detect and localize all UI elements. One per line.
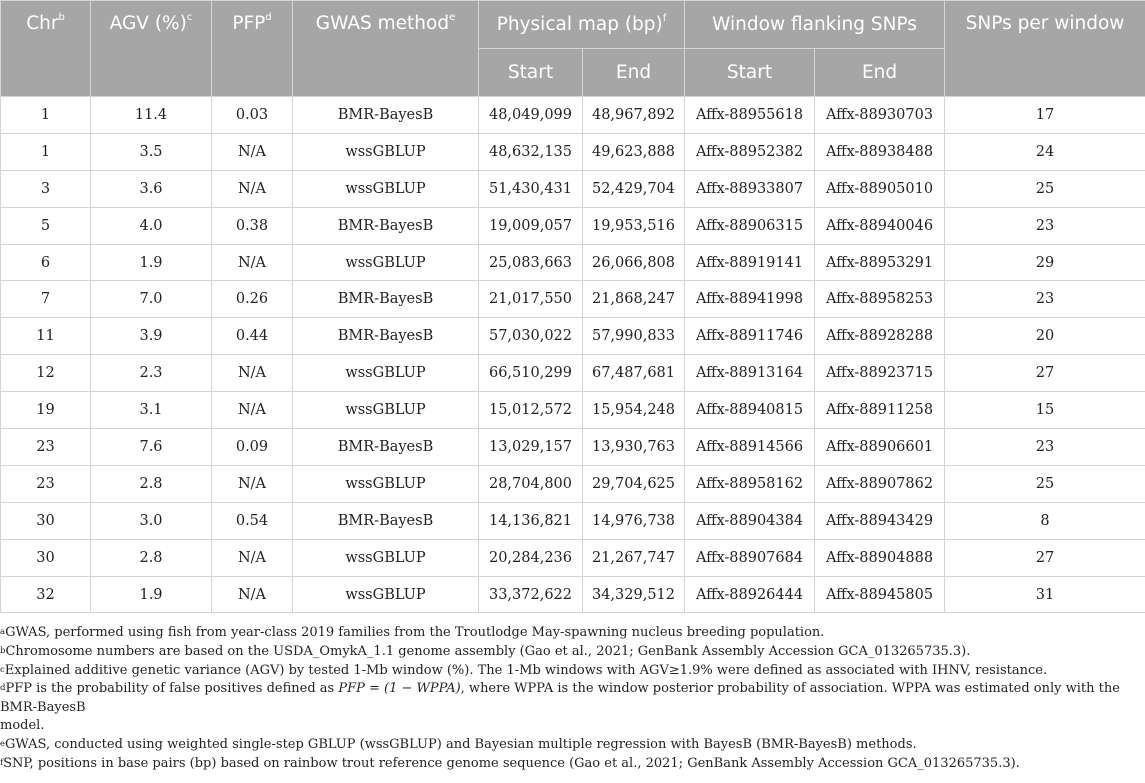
chr-cell: 23 [1, 429, 91, 466]
agv-cell: 2.8 [91, 539, 212, 576]
footnote-d-continued: model. [0, 718, 45, 734]
chr-cell: 1 [1, 97, 91, 134]
header-physical-map: Physical map (bp)$^f$ [479, 1, 685, 49]
footnote-c: $^c$Explained additive genetic variance (AGV) by tested 1-Mb window (%). The 1-Mb windows with AGV≥1.9% were defined as associated with IHNV, resistance. [0, 662, 1048, 678]
pfp-cell: N/A [212, 133, 293, 170]
physical-end-cell: 14,976,738 [583, 502, 685, 539]
physical-end-cell: 49,623,888 [583, 133, 685, 170]
header-gwas-method: GWAS method$^e$ [293, 1, 479, 97]
agv-cell: 7.6 [91, 429, 212, 466]
agv-cell: 3.5 [91, 133, 212, 170]
chr-cell: 11 [1, 318, 91, 355]
snps-per-window-cell: 27 [945, 355, 1145, 392]
footnote-d: $^d$PFP is the probability of false positives defined as PFP = (1 − WPPA), where WPPA is the window posterior probability of association. WPPA was estimated only with the BMR-BayesB [0, 681, 1120, 715]
agv-cell: 3.6 [91, 170, 212, 207]
table-row [1, 97, 1145, 134]
physical-start-cell: 14,136,821 [479, 502, 583, 539]
snps-per-window-cell: 23 [945, 281, 1145, 318]
snps-per-window-cell: 27 [945, 539, 1145, 576]
window-end-snp-cell: Affx-88907862 [815, 465, 945, 502]
window-end-snp-cell: Affx-88923715 [815, 355, 945, 392]
agv-cell: 11.4 [91, 97, 212, 134]
window-end-snp-cell: Affx-88930703 [815, 97, 945, 134]
window-start-snp-cell: Affx-88955618 [685, 97, 815, 134]
gwas-method-cell: BMR-BayesB [293, 318, 479, 355]
physical-end-cell: 15,954,248 [583, 392, 685, 429]
physical-end-cell: 57,990,833 [583, 318, 685, 355]
physical-end-cell: 29,704,625 [583, 465, 685, 502]
window-end-snp-cell: Affx-88945805 [815, 576, 945, 613]
pfp-cell: N/A [212, 170, 293, 207]
agv-cell: 4.0 [91, 207, 212, 244]
chr-cell: 32 [1, 576, 91, 613]
snps-per-window-cell: 15 [945, 392, 1145, 429]
window-end-snp-cell: Affx-88938488 [815, 133, 945, 170]
gwas-method-cell: BMR-BayesB [293, 97, 479, 134]
agv-cell: 3.0 [91, 502, 212, 539]
header-window-flanking-snps: Window flanking SNPs [685, 1, 945, 49]
agv-cell: 7.0 [91, 281, 212, 318]
gwas-method-cell: wssGBLUP [293, 392, 479, 429]
header-snps-per-window: SNPs per window [945, 1, 1145, 97]
gwas-method-cell: wssGBLUP [293, 133, 479, 170]
pfp-cell: N/A [212, 355, 293, 392]
snps-per-window-cell: 23 [945, 207, 1145, 244]
agv-cell: 1.9 [91, 244, 212, 281]
header-window-start: Start [685, 49, 815, 97]
gwas-method-cell: wssGBLUP [293, 244, 479, 281]
table-row [1, 170, 1145, 207]
table-row [1, 355, 1145, 392]
table-row [1, 502, 1145, 539]
window-end-snp-cell: Affx-88906601 [815, 429, 945, 466]
physical-end-cell: 67,487,681 [583, 355, 685, 392]
physical-end-cell: 21,868,247 [583, 281, 685, 318]
chr-cell: 7 [1, 281, 91, 318]
physical-end-cell: 52,429,704 [583, 170, 685, 207]
snps-per-window-cell: 23 [945, 429, 1145, 466]
table-row [1, 281, 1145, 318]
table-row [1, 318, 1145, 355]
physical-start-cell: 13,029,157 [479, 429, 583, 466]
physical-start-cell: 25,083,663 [479, 244, 583, 281]
snps-per-window-cell: 25 [945, 465, 1145, 502]
window-end-snp-cell: Affx-88905010 [815, 170, 945, 207]
table-body [1, 97, 1145, 613]
agv-cell: 2.3 [91, 355, 212, 392]
pfp-cell: N/A [212, 244, 293, 281]
table-row [1, 133, 1145, 170]
table-row [1, 576, 1145, 613]
snps-per-window-cell: 25 [945, 170, 1145, 207]
agv-cell: 2.8 [91, 465, 212, 502]
pfp-cell: N/A [212, 465, 293, 502]
gwas-method-cell: BMR-BayesB [293, 207, 479, 244]
pfp-formula: PFP = (1 − WPPA) [338, 681, 461, 697]
physical-start-cell: 57,030,022 [479, 318, 583, 355]
window-end-snp-cell: Affx-88904888 [815, 539, 945, 576]
gwas-method-cell: wssGBLUP [293, 539, 479, 576]
window-end-snp-cell: Affx-88940046 [815, 207, 945, 244]
window-end-snp-cell: Affx-88953291 [815, 244, 945, 281]
physical-start-cell: 20,284,236 [479, 539, 583, 576]
window-end-snp-cell: Affx-88943429 [815, 502, 945, 539]
table-footnotes [0, 613, 1145, 773]
window-start-snp-cell: Affx-88958162 [685, 465, 815, 502]
chr-cell: 5 [1, 207, 91, 244]
window-start-snp-cell: Affx-88933807 [685, 170, 815, 207]
snps-per-window-cell: 24 [945, 133, 1145, 170]
table-row [1, 429, 1145, 466]
physical-start-cell: 51,430,431 [479, 170, 583, 207]
gwas-method-cell: BMR-BayesB [293, 429, 479, 466]
pfp-cell: 0.09 [212, 429, 293, 466]
table-row [1, 207, 1145, 244]
table-row [1, 244, 1145, 281]
physical-end-cell: 34,329,512 [583, 576, 685, 613]
chr-cell: 30 [1, 539, 91, 576]
pfp-cell: N/A [212, 539, 293, 576]
physical-end-cell: 26,066,808 [583, 244, 685, 281]
physical-end-cell: 13,930,763 [583, 429, 685, 466]
chr-cell: 30 [1, 502, 91, 539]
footnote-b: $^b$Chromosome numbers are based on the USDA_OmykA_1.1 genome assembly (Gao et al., 2021; GenBank Assembly Accession GCA_013265735.3). [0, 644, 971, 660]
physical-start-cell: 21,017,550 [479, 281, 583, 318]
physical-end-cell: 21,267,747 [583, 539, 685, 576]
agv-cell: 1.9 [91, 576, 212, 613]
snps-per-window-cell: 20 [945, 318, 1145, 355]
agv-cell: 3.9 [91, 318, 212, 355]
window-start-snp-cell: Affx-88904384 [685, 502, 815, 539]
physical-start-cell: 48,632,135 [479, 133, 583, 170]
pfp-cell: 0.26 [212, 281, 293, 318]
pfp-cell: 0.03 [212, 97, 293, 134]
snps-per-window-cell: 8 [945, 502, 1145, 539]
gwas-method-cell: wssGBLUP [293, 576, 479, 613]
chr-cell: 12 [1, 355, 91, 392]
physical-start-cell: 48,049,099 [479, 97, 583, 134]
table-header [1, 1, 1145, 97]
physical-start-cell: 19,009,057 [479, 207, 583, 244]
chr-cell: 19 [1, 392, 91, 429]
window-start-snp-cell: Affx-88941998 [685, 281, 815, 318]
header-physical-start: Start [479, 49, 583, 97]
window-start-snp-cell: Affx-88919141 [685, 244, 815, 281]
footnote-f: $^f$SNP, positions in base pairs (bp) based on rainbow trout reference genome sequence (Gao et al., 2021; GenBank Assembly Accession GCA_013265735.3). [0, 755, 1020, 771]
physical-start-cell: 33,372,622 [479, 576, 583, 613]
chr-cell: 23 [1, 465, 91, 502]
header-chr: Chr$^b$ [1, 1, 91, 97]
table-row [1, 539, 1145, 576]
snps-per-window-cell: 29 [945, 244, 1145, 281]
gwas-method-cell: wssGBLUP [293, 170, 479, 207]
window-end-snp-cell: Affx-88911258 [815, 392, 945, 429]
header-window-end: End [815, 49, 945, 97]
chr-cell: 3 [1, 170, 91, 207]
physical-end-cell: 48,967,892 [583, 97, 685, 134]
header-pfp: PFP$^d$ [212, 1, 293, 97]
agv-cell: 3.1 [91, 392, 212, 429]
gwas-method-cell: BMR-BayesB [293, 281, 479, 318]
table-row [1, 392, 1145, 429]
footnote-e: $^e$GWAS, conducted using weighted single-step GBLUP (wssGBLUP) and Bayesian multiple regression with BayesB (BMR-BayesB) methods. [0, 737, 917, 753]
pfp-cell: 0.44 [212, 318, 293, 355]
snps-per-window-cell: 31 [945, 576, 1145, 613]
snps-per-window-cell: 17 [945, 97, 1145, 134]
gwas-method-cell: wssGBLUP [293, 465, 479, 502]
chr-cell: 6 [1, 244, 91, 281]
window-start-snp-cell: Affx-88907684 [685, 539, 815, 576]
footnote-a: $^a$GWAS, performed using fish from year-class 2019 families from the Troutlodge May-spawning nucleus breeding population. [0, 625, 825, 641]
window-start-snp-cell: Affx-88926444 [685, 576, 815, 613]
physical-end-cell: 19,953,516 [583, 207, 685, 244]
header-agv: AGV (%)$^c$ [91, 1, 212, 97]
window-start-snp-cell: Affx-88906315 [685, 207, 815, 244]
window-start-snp-cell: Affx-88913164 [685, 355, 815, 392]
chr-cell: 1 [1, 133, 91, 170]
window-start-snp-cell: Affx-88911746 [685, 318, 815, 355]
pfp-cell: 0.54 [212, 502, 293, 539]
window-start-snp-cell: Affx-88940815 [685, 392, 815, 429]
pfp-cell: N/A [212, 576, 293, 613]
gwas-method-cell: wssGBLUP [293, 355, 479, 392]
window-start-snp-cell: Affx-88914566 [685, 429, 815, 466]
window-start-snp-cell: Affx-88952382 [685, 133, 815, 170]
header-physical-end: End [583, 49, 685, 97]
physical-start-cell: 15,012,572 [479, 392, 583, 429]
window-end-snp-cell: Affx-88958253 [815, 281, 945, 318]
gwas-method-cell: BMR-BayesB [293, 502, 479, 539]
table-row [1, 465, 1145, 502]
window-end-snp-cell: Affx-88928288 [815, 318, 945, 355]
physical-start-cell: 66,510,299 [479, 355, 583, 392]
pfp-cell: N/A [212, 392, 293, 429]
physical-start-cell: 28,704,800 [479, 465, 583, 502]
pfp-cell: 0.38 [212, 207, 293, 244]
